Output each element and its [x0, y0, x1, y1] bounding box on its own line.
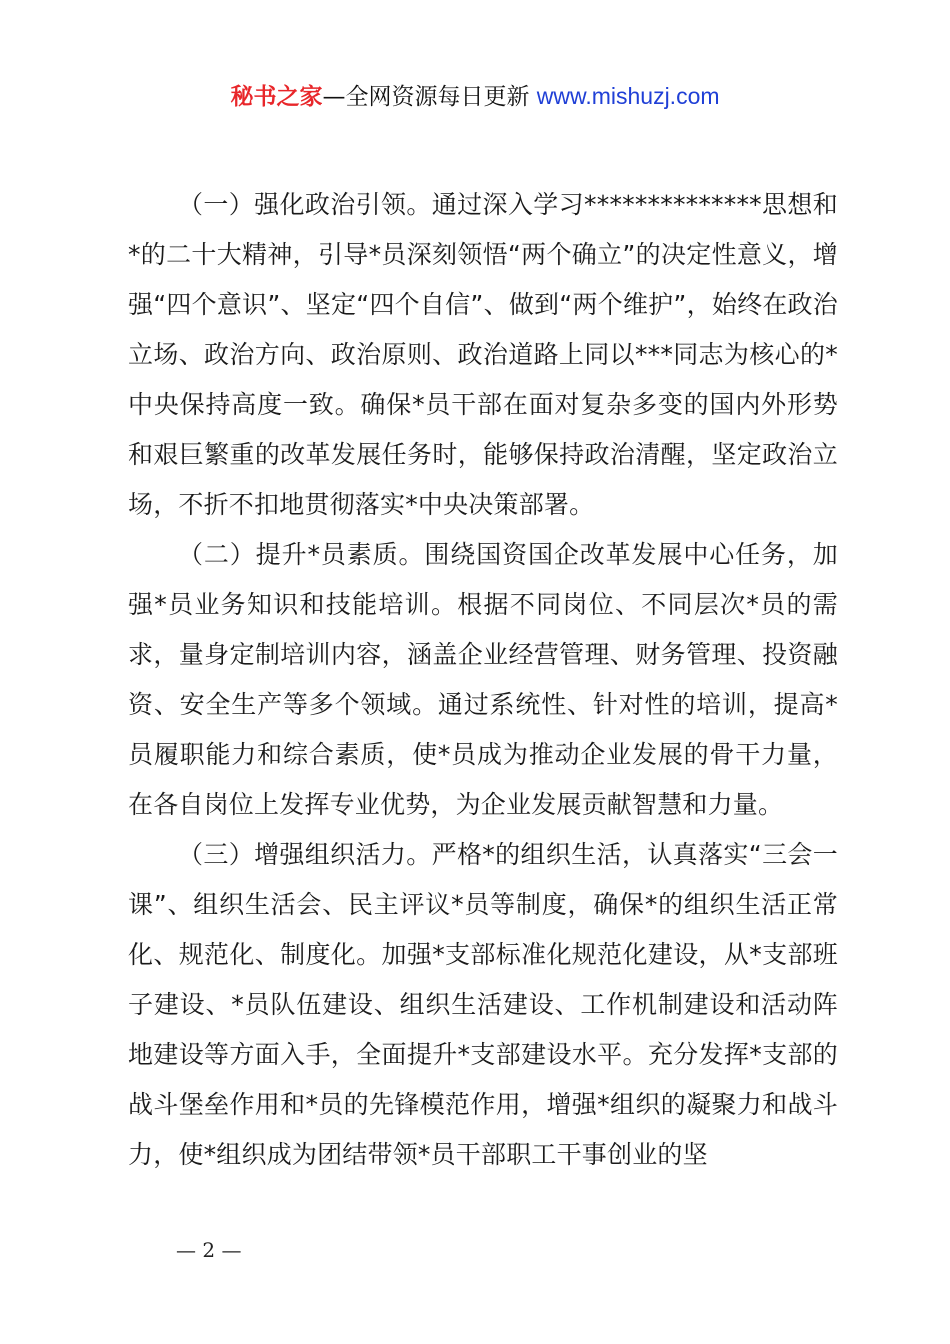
document-body [128, 180, 838, 1180]
paragraph-member-quality: （二）提升*员素质。围绕国资国企改革发展中心任务，加强*员业务知识和技能培训。根据不同岗位、不同层次*员的需求，量身定制培训内容，涵盖企业经营管理、财务管理、投资融资、安全生产等多个领域。通过系统性、针对性的培训，提高*员履职能力和综合素质，使*员成为推动企业发展的骨干力量，在各自岗位上发挥专业优势，为企业发展贡献智慧和力量。 [128, 540, 838, 819]
paragraph-political-leadership: （一）强化政治引领。通过深入学习**************思想和*的二十大精神，引导*员深刻领悟“两个确立”的决定性意义，增强“四个意识”、坚定“四个自信”、做到“两个维护”，始终在政治立场、政治方向、政治原则、政治道路上同以***同志为核心的*中央保持高度一致。确保*员干部在面对复杂多变的国内外形势和艰巨繁重的改革发展任务时，能够保持政治清醒，坚定政治立场，不折不扣地贯彻落实*中央决策部署。 [128, 190, 838, 519]
page-header [0, 80, 950, 113]
paragraph-organization-vitality: （三）增强组织活力。严格*的组织生活，认真落实“三会一课”、组织生活会、民主评议*员等制度，确保*的组织生活正常化、规范化、制度化。加强*支部标准化规范化建设，从*支部班子建设、*员队伍建设、组织生活建设、工作机制建设和活动阵地建设等方面入手，全面提升*支部建设水平。充分发挥*支部的战斗堡垒作用和*员的先锋模范作用，增强*组织的凝聚力和战斗力，使*组织成为团结带领*员干部职工干事创业的坚 [128, 840, 838, 1169]
brand-name: 秘书之家 [230, 84, 323, 110]
page-number: — 2 — [176, 1238, 242, 1262]
header-tagline: —全网资源每日更新 [322, 84, 530, 110]
site-url-link[interactable]: www.mishuzj.com [536, 83, 720, 109]
